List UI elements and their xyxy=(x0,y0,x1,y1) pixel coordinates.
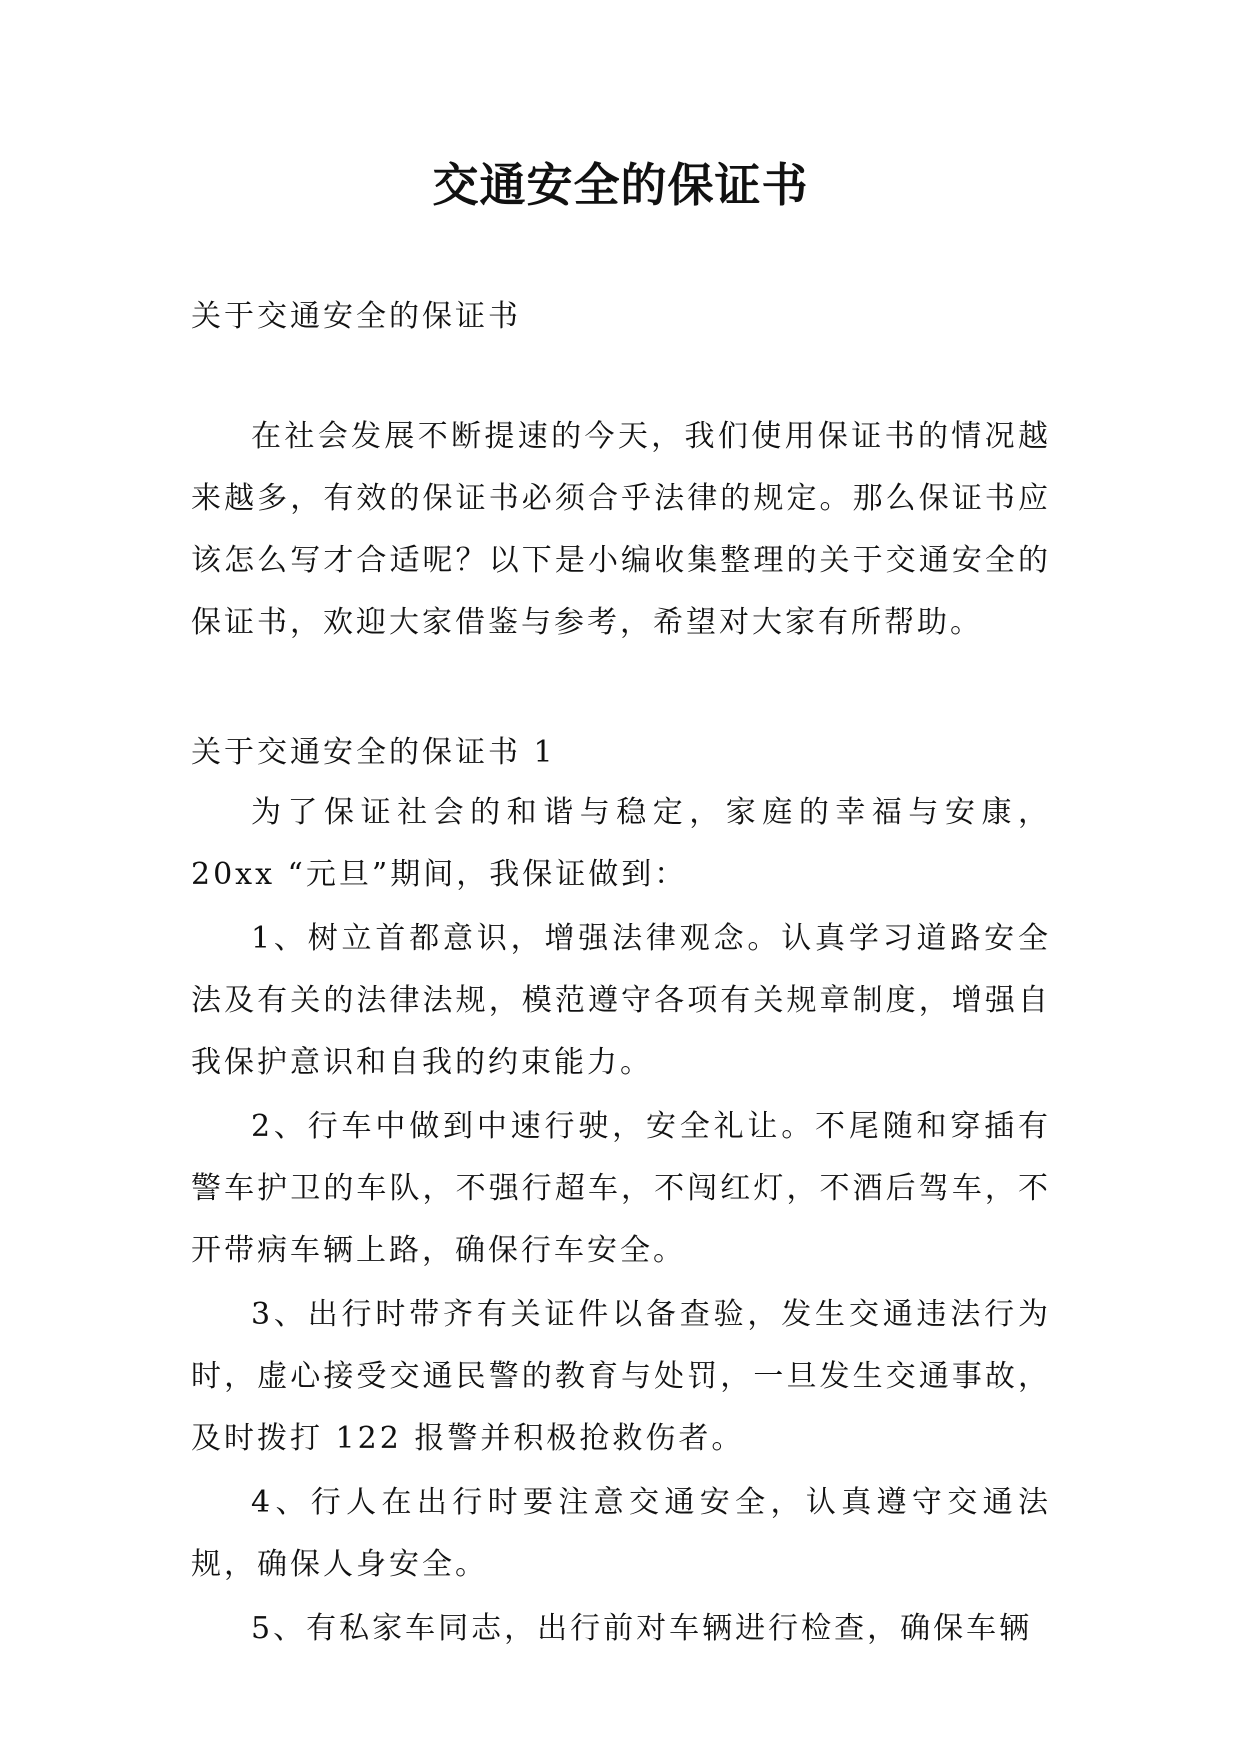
body-paragraph: 2、行车中做到中速行驶，安全礼让。不尾随和穿插有警车护卫的车队，不强行超车，不闯红灯，不酒后驾车，不开带病车辆上路，确保行车安全。 xyxy=(191,1109,1051,1268)
body-paragraph: 5、有私家车同志，出行前对车辆进行检查，确保车辆 xyxy=(251,1611,1033,1646)
body-paragraph: 4、行人在出行时要注意交通安全，认真遵守交通法规，确保人身安全。 xyxy=(191,1485,1051,1582)
body-paragraph: 1、树立首都意识，增强法律观念。认真学习道路安全法及有关的法律法规，模范遵守各项有关规章制度，增强自我保护意识和自我的约束能力。 xyxy=(191,921,1051,1080)
body-paragraph: 3、出行时带齐有关证件以备查验，发生交通违法行为时，虚心接受交通民警的教育与处罚，一旦发生交通事故，及时拨打 122 报警并积极抢救伤者。 xyxy=(191,1297,1051,1456)
page-title: 交通安全的保证书 xyxy=(432,158,809,212)
section-heading: 关于交通安全的保证书 1 xyxy=(191,735,556,770)
body-paragraph: 为了保证社会的和谐与稳定，家庭的幸福与安康，20xx “元旦”期间，我保证做到： xyxy=(191,795,1051,892)
intro-paragraph: 在社会发展不断提速的今天，我们使用保证书的情况越来越多，有效的保证书必须合乎法律的规定。那么保证书应该怎么写才合适呢？以下是小编收集整理的关于交通安全的保证书，欢迎大家借鉴与参考，希望对大家有所帮助。 xyxy=(191,419,1051,640)
document-body xyxy=(191,288,1051,1660)
document-subtitle: 关于交通安全的保证书 xyxy=(191,299,521,334)
